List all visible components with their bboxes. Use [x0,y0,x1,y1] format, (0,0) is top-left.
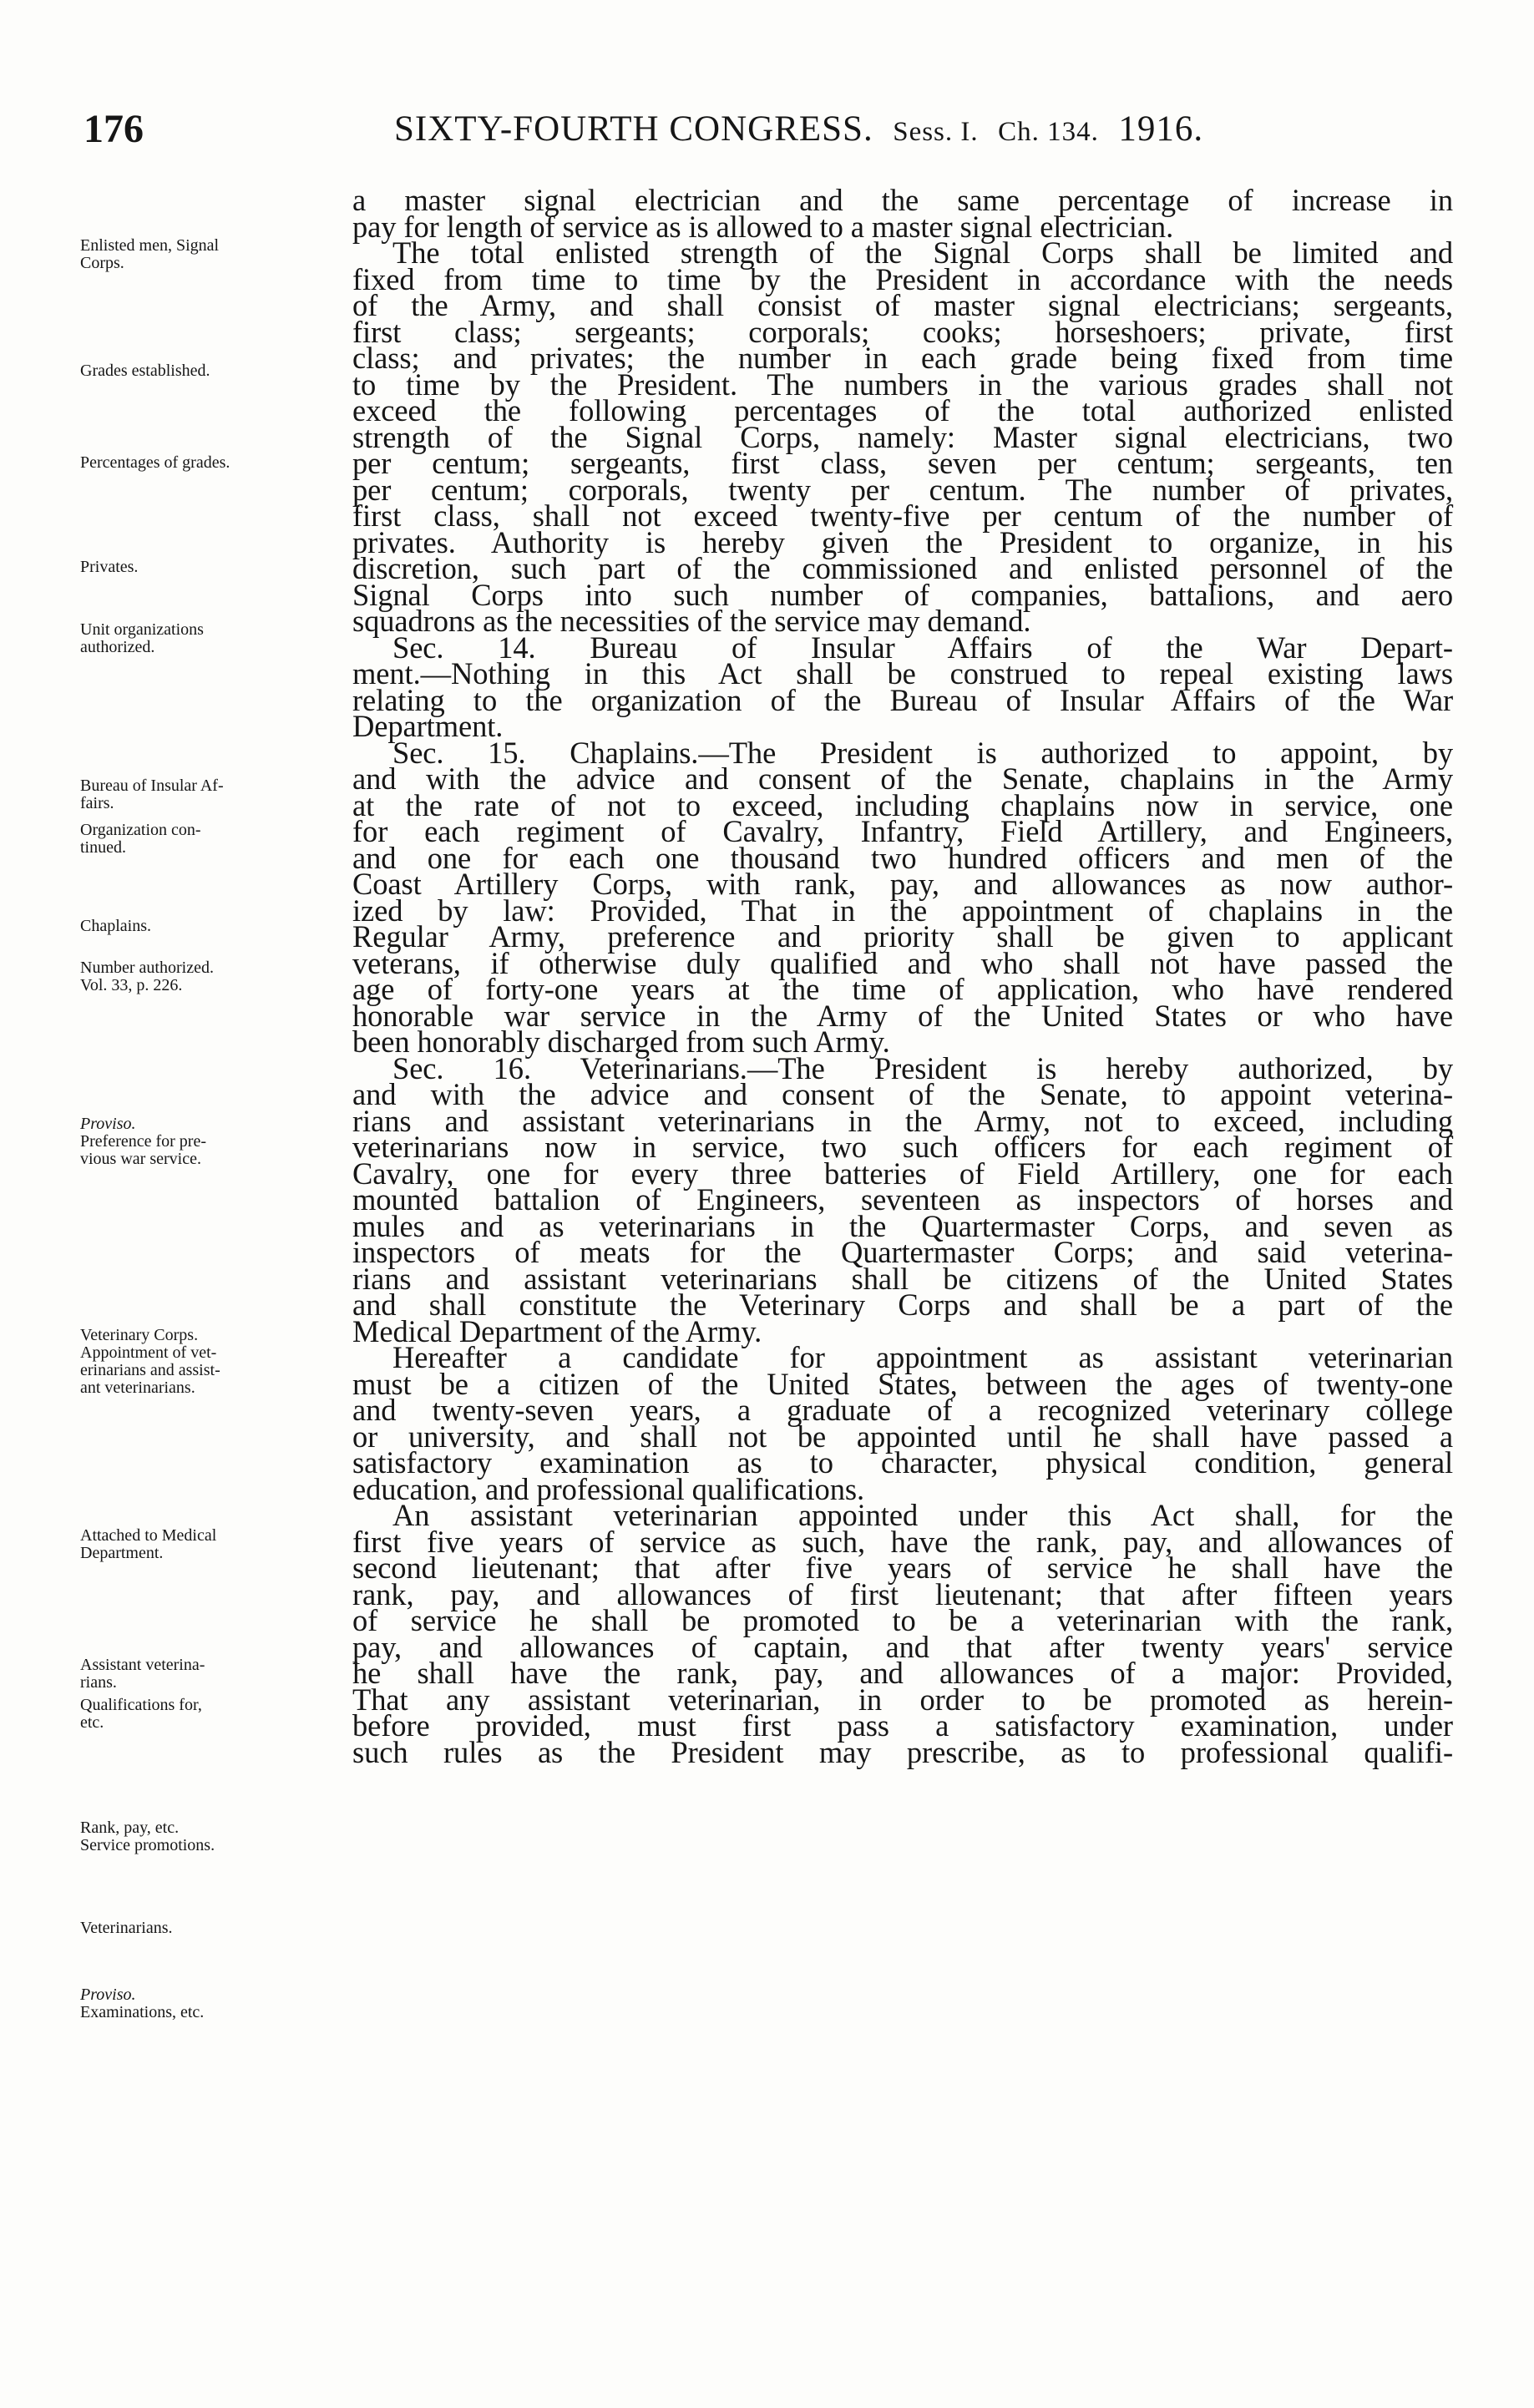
body-line: and one for each one thousand two hundred officers and men of the [352,840,1453,875]
margin-note [80,1657,347,1692]
body-line: Hereafter a candidate for appointment as assistant veterinarian [392,1340,1453,1374]
margin-note-line: Enlisted men, Signal [80,236,220,255]
body-line: veterans, if otherwise duly qualified and who shall not have passed the [352,945,1453,980]
body-line: veterinarians now in service, two such officers for each regiment of [352,1130,1453,1164]
margin-note [80,959,347,994]
body-line: pay for length of service as is allowed to a master signal electrician. [352,209,1174,244]
margin-note [80,559,347,576]
margin-note-line: authorized. [80,638,155,656]
body-line: been honorably discharged from such Army. [352,1024,890,1059]
margin-note [80,777,347,812]
margin-note-line: Department. [80,1544,164,1562]
body-text [352,183,1453,1769]
margin-note-line: Proviso. [80,1115,136,1133]
body-line: first five years of service as such, have the rank, pay, and allowances of [352,1524,1453,1559]
body-line: before provided, must first pass a satisfactory examination, under [352,1708,1453,1743]
margin-note-line: erinarians and assist- [80,1361,220,1379]
margin-note [80,454,347,472]
body-line: exceed the following percentages of the total authorized enlisted [352,393,1453,427]
congress-name: SIXTY-FOURTH CONGRESS. [394,109,873,149]
body-line: to time by the President. The numbers in the various grades shall not [352,367,1453,402]
margin-note-line: Veterinarians. [80,1919,173,1937]
body-line: satisfactory examination as to character, physical condition, general [352,1445,1453,1480]
body-line: of the Army, and shall consist of master signal electricians; sergeants, [352,288,1453,322]
margin-note [80,237,347,272]
margin-note-line: Percentages of grades. [80,453,230,472]
body-line: relating to the organization of the Bureau of Insular Affairs of the War [352,682,1453,717]
margin-note-line: Grades established. [80,362,210,380]
year-label: 1916. [1118,109,1204,149]
margin-note [80,1697,347,1732]
margin-note-line: etc. [80,1713,104,1732]
body-line: such rules as the President may prescribe, as to professional qualifi- [352,1734,1453,1769]
body-line: per centum; sergeants, first class, seven per centum; sergeants, ten [352,446,1453,480]
margin-note-line: Number authorized. [80,959,214,977]
margin-note-line: Examinations, etc. [80,2003,205,2021]
body-line: ized by law: Provided, That in the appointment of chaplains in the [352,893,1453,928]
body-line: Medical Department of the Army. [352,1313,762,1348]
body-line: Cavalry, one for every three batteries of Field Artillery, one for each [352,1156,1453,1191]
margin-note-line: Service promotions. [80,1836,215,1854]
body-line: An assistant veterinarian appointed under this Act shall, for the [392,1498,1453,1532]
margin-note [80,1327,347,1397]
margin-note [80,1527,347,1562]
margin-note-line: tinued. [80,838,126,857]
body-line: Signal Corps into such number of companies, battalions, and aero [352,577,1453,612]
margin-note-line: Privates. [80,558,139,576]
body-line: mules and as veterinarians in the Quartermaster Corps, and seven as [352,1208,1453,1243]
margin-note [80,362,347,380]
margin-note-line: Chaplains. [80,917,151,935]
margin-note-line: Vol. 33, p. 226. [80,976,183,994]
body-line: class; and privates; the number in each grade being fixed from time [352,341,1453,375]
margin-note-line: Appointment of vet- [80,1343,217,1362]
margin-note-line: ant veterinarians. [80,1379,195,1397]
body-line: discretion, such part of the commissioned and enlisted personnel of the [352,551,1453,585]
body-line: for each regiment of Cavalry, Infantry, Field Artillery, and Engineers, [352,814,1453,848]
margin-note [80,621,347,656]
margin-note-line: Attached to Medical [80,1526,217,1545]
margin-note-line: Qualifications for, [80,1696,202,1714]
body-line: and twenty-seven years, a graduate of a recognized veterinary college [352,1393,1453,1427]
body-line: privates. Authority is hereby given the President to organize, in his [352,524,1453,559]
body-line: That any assistant veterinarian, in order to be promoted as herein- [352,1682,1453,1717]
body-line: strength of the Signal Corps, namely: Master signal electricians, two [352,419,1453,454]
body-line: age of forty-one years at the time of application, who have rendered [352,972,1453,1006]
body-line: rians and assistant veterinarians shall be citizens of the United States [352,1261,1453,1296]
body-line: Coast Artillery Corps, with rank, pay, and allowances as now author- [352,867,1453,901]
body-line: a master signal electrician and the same percentage of increase in [352,183,1453,217]
body-line: first class; sergeants; corporals; cooks; horseshoers; private, first [352,314,1453,349]
margin-note-line: Organization con- [80,821,201,839]
body-line: he shall have the rank, pay, and allowances of a major: Provided, [352,1656,1453,1690]
page-header [84,100,1453,159]
margin-note-line: rians. [80,1673,117,1692]
margin-note [80,1920,347,1937]
chapter-label: Ch. 134. [998,117,1099,147]
body-line: honorable war service in the Army of the United States or who have [352,998,1453,1033]
margin-note [80,1986,347,2021]
margin-note [80,1115,347,1168]
margin-note-line: Unit organizations [80,620,204,639]
session-label: Sess. I. [893,117,979,147]
body-line: mounted battalion of Engineers, seventeen as inspectors of horses and [352,1182,1453,1217]
body-line: must be a citizen of the United States, between the ages of twenty-one [352,1366,1453,1401]
margin-note [80,1819,347,1854]
page-number: 176 [84,107,144,151]
body-line: per centum; corporals, twenty per centum. The number of privates, [352,472,1453,507]
body-line: rians and assistant veterinarians in the Army, not to exceed, including [352,1103,1453,1138]
body-line: first class, shall not exceed twenty-five per centum of the number of [352,498,1453,533]
body-line: The total enlisted strength of the Signal Corps shall be limited and [392,235,1453,270]
margin-note-line: fairs. [80,794,114,812]
body-line: Sec. 16. Veterinarians.—The President is hereby authorized, by [392,1050,1453,1085]
body-line: Sec. 14. Bureau of Insular Affairs of the War Depart- [392,630,1453,665]
body-line: or university, and shall not be appointed until he shall have passed a [352,1419,1453,1454]
body-line: Sec. 15. Chaplains.—The President is authorized to appoint, by [392,735,1453,770]
margin-note-line: Proviso. [80,1986,136,2004]
body-line: pay, and allowances of captain, and that after twenty years' service [352,1629,1453,1664]
body-line: education, and professional qualifications. [352,1471,864,1506]
body-line: second lieutenant; that after five years of service he shall have the [352,1551,1453,1585]
margin-note-line: Preference for pre- [80,1132,207,1151]
body-line: ment.—Nothing in this Act shall be construed to repeal existing laws [352,656,1453,691]
margin-note [80,918,347,935]
running-title [394,100,1203,161]
margin-note-line: Rank, pay, etc. [80,1819,180,1837]
body-line: inspectors of meats for the Quartermaster Corps; and said veterina- [352,1235,1453,1269]
body-line: of service he shall be promoted to be a veterinarian with the rank, [352,1603,1453,1637]
body-line: Regular Army, preference and priority shall be given to applicant [352,919,1453,954]
margin-note [80,822,347,857]
body-line: and shall constitute the Veterinary Corps and shall be a part of the [352,1287,1453,1322]
margin-note-line: Veterinary Corps. [80,1326,199,1344]
body-line: at the rate of not to exceed, including chaplains now in service, one [352,787,1453,822]
body-line: Department. [352,709,504,743]
body-line: and with the advice and consent of the Senate, to appoint veterina- [352,1077,1453,1111]
body-line: and with the advice and consent of the Senate, chaplains in the Army [352,761,1453,796]
margin-note-line: Assistant veterina- [80,1656,205,1674]
body-line: squadrons as the necessities of the service may demand. [352,604,1031,638]
margin-note-line: vious war service. [80,1150,201,1168]
body-line: fixed from time to time by the President in accordance with the needs [352,261,1453,296]
body-line: rank, pay, and allowances of first lieutenant; that after fifteen years [352,1576,1453,1611]
margin-note-line: Corps. [80,254,124,272]
margin-note-line: Bureau of Insular Af- [80,777,224,795]
